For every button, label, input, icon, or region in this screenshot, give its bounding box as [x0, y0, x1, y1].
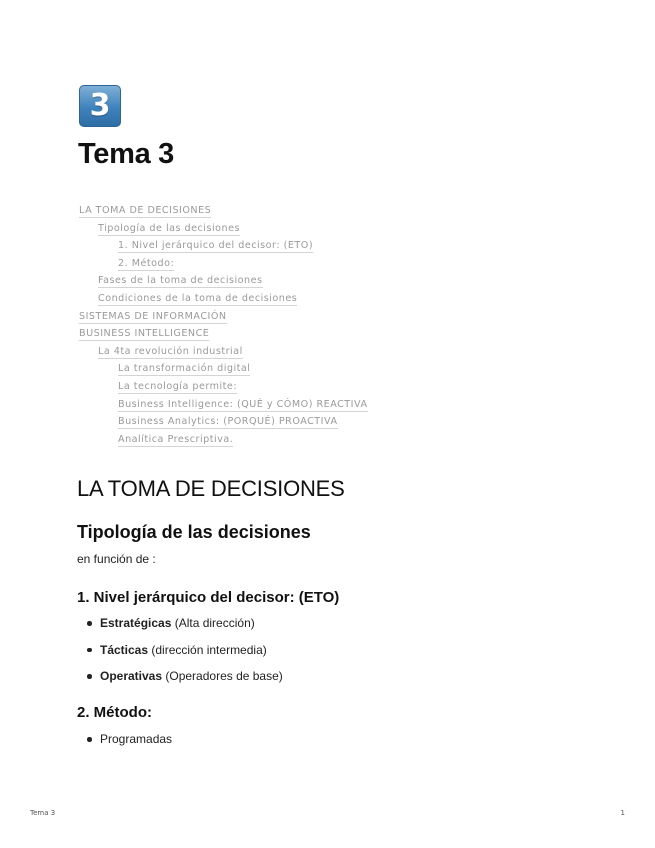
toc-item[interactable]	[79, 327, 368, 345]
bullet-list	[100, 731, 172, 758]
toc-item[interactable]	[79, 345, 368, 363]
section-heading: LA TOMA DE DECISIONES	[77, 476, 345, 501]
table-of-contents	[79, 204, 368, 450]
toc-link[interactable]: LA TOMA DE DECISIONES	[79, 205, 212, 216]
subsection-heading: Tipología de las decisiones	[77, 522, 311, 542]
intro-text: en función de :	[77, 552, 156, 566]
footer-title: Tema 3	[30, 809, 56, 817]
toc-item[interactable]	[79, 274, 368, 292]
page-number: 1	[620, 809, 625, 817]
section1-heading: 1. Nivel jerárquico del decisor: (ETO)	[77, 589, 340, 606]
toc-link[interactable]: SISTEMAS DE INFORMACIÓN	[79, 310, 227, 322]
list-item-text: (Operadores de base)	[162, 669, 283, 683]
page-title: Tema 3	[78, 138, 174, 170]
toc-link[interactable]: Condiciones de la toma de decisiones	[98, 292, 298, 304]
keycap-digit: 3	[89, 88, 111, 123]
section2-heading: 2. Método:	[77, 704, 152, 721]
toc-link[interactable]: La transformación digital	[118, 363, 251, 375]
list-item-text: (dirección intermedia)	[148, 642, 267, 657]
list-item	[100, 668, 283, 695]
toc-link[interactable]: 2. Método:	[118, 257, 175, 269]
toc-item[interactable]	[79, 204, 368, 222]
keycap-three-icon	[79, 85, 121, 127]
list-item-bold: Estratégicas	[100, 616, 172, 630]
toc-link[interactable]: La 4ta revolución industrial	[98, 345, 243, 357]
toc-link[interactable]: La tecnología permite:	[118, 380, 238, 392]
toc-item[interactable]	[79, 415, 368, 433]
list-item	[100, 615, 283, 642]
list-item-text: Programadas	[100, 732, 173, 746]
toc-item[interactable]	[79, 380, 368, 398]
toc-link[interactable]: Tipología de las decisiones	[98, 222, 240, 234]
list-item-bold: Tácticas	[100, 642, 149, 657]
toc-link[interactable]: Analítica Prescriptiva.	[118, 433, 234, 445]
toc-link[interactable]: Business Analytics: (PORQUÉ) PROACTIVA	[118, 416, 338, 428]
toc-item[interactable]	[79, 292, 368, 310]
list-item-bold: Operativas	[100, 669, 163, 683]
toc-item[interactable]	[79, 398, 368, 416]
bullet-list	[100, 615, 283, 695]
toc-item[interactable]	[79, 257, 368, 275]
toc-item[interactable]	[79, 433, 368, 451]
toc-item[interactable]	[79, 222, 368, 240]
toc-link[interactable]: 1. Nivel jerárquico del decisor: (ETO)	[118, 240, 314, 252]
list-item	[100, 731, 172, 758]
toc-link[interactable]: Business Intelligence: (QUÉ y CÓMO) REACTIVA	[118, 398, 368, 410]
toc-item[interactable]	[79, 310, 368, 328]
list-item-text: (Alta dirección)	[171, 616, 255, 630]
toc-item[interactable]	[79, 362, 368, 380]
toc-link[interactable]: Fases de la toma de decisiones	[98, 275, 263, 287]
list-item	[100, 642, 283, 669]
toc-link[interactable]: BUSINESS INTELLIGENCE	[79, 328, 210, 340]
toc-item[interactable]	[79, 239, 368, 257]
